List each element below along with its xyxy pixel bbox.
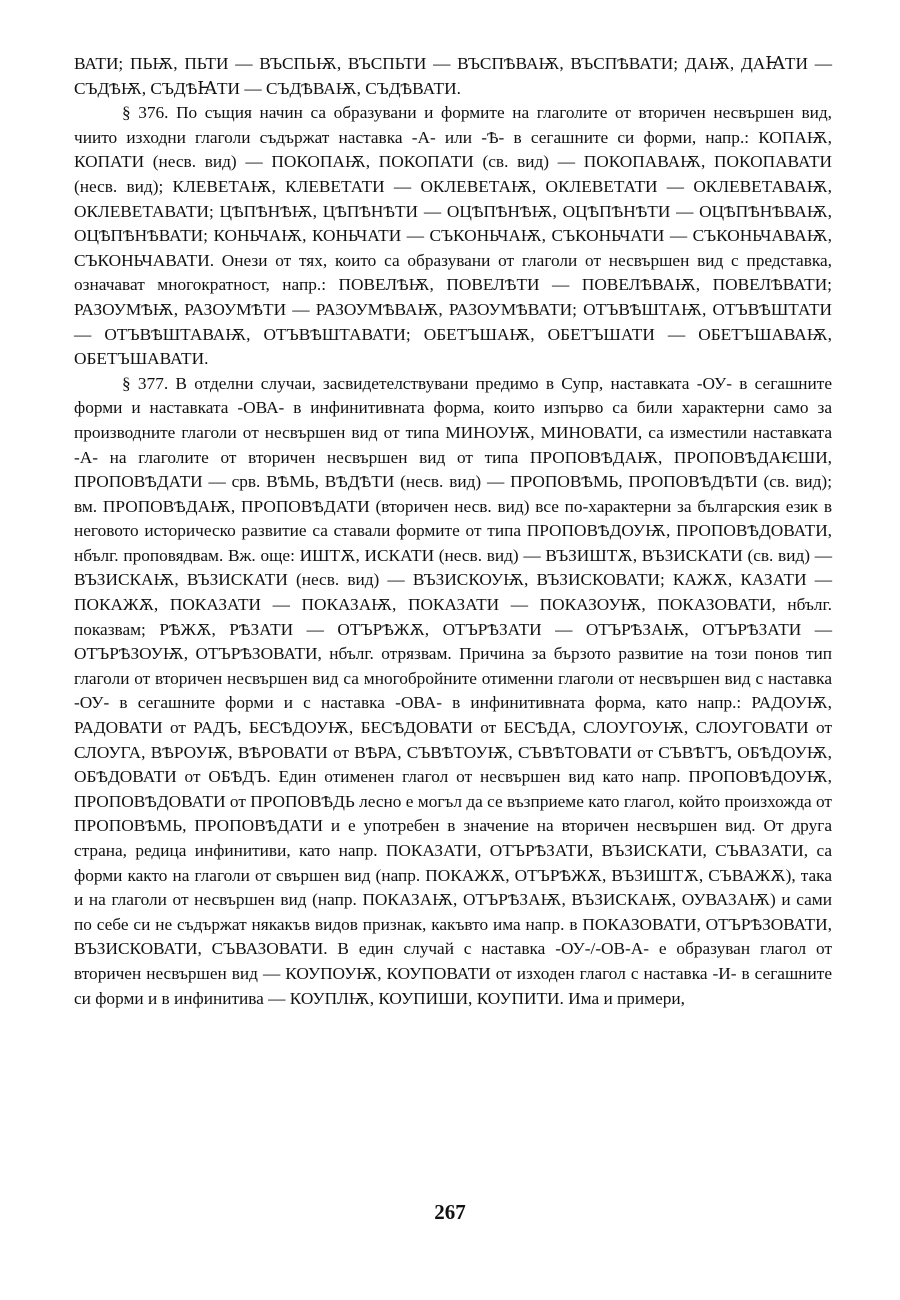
paragraph-section-376: § 376. По същия начин са образувани и формите на глаголите от вторичен несвършен вид, чиито изходни глаголи съдържат наставка -А- или -Ѣ- в сегашните си форми, напр.: КОПАѬ, КОПАТИ (несв. вид) — ПОКОПАѬ, ПОКОПАТИ (св. вид) — ПОКОПАВАѬ, ПОКОПАВАТИ (несв. вид); КЛЕВЕТАѬ, КЛЕВЕТАТИ — ОКЛЕВЕТАѬ, ОКЛЕВЕТАТИ — ОКЛЕВЕТАВАѬ, ОКЛЕВЕТАВАТИ; ЦѢПѢНѢѬ, ЦѢПѢНѢТИ — ОЦѢПѢНѢѬ, ОЦѢПѢНѢТИ — ОЦѢПѢНѢВАѬ, ОЦѢПѢНѢВАТИ; КОНЬЧАѬ, КОНЬЧАТИ — СЪКОНЬЧАѬ, СЪКОНЬЧАТИ — СЪКОНЬЧАВАѬ, СЪКОНЬЧАВАТИ. Онези от тях, които са образувани от глаголи от несвършен вид с представка, означават многократност, напр.: ПОВЕЛѢѬ, ПОВЕЛѢТИ — ПОВЕЛѢВАѬ, ПОВЕЛѢВАТИ; РАЗОУМѢѬ, РАЗОУМѢТИ — РАЗОУМѢВАѬ, РАЗОУМѢВАТИ; ОТЪВѢШТАѬ, ОТЪВѢШТАТИ — ОТЪВѢШТАВАѬ, ОТЪВѢШТАВАТИ; ОБЕТЪШАѬ, ОБЕТЪШАТИ — ОБЕТЪШАВАѬ, ОБЕТЪШАВАТИ. (74, 103, 832, 369)
page-number: 267 (434, 1200, 466, 1224)
page-body (74, 52, 832, 1011)
paragraph-continuation: ВАТИ; ПЬѬ, ПЬТИ — ВЪСПЬѬ, ВЪСПЬТИ — ВЪСПѢВАѬ, ВЪСПѢВАТИ; ДАѬ, ДАꙖТИ — СЪДѢѬ, СЪДѢꙖТИ — СЪДѢВАѬ, СЪДѢВАТИ. (74, 54, 832, 98)
paragraph-section-377: § 377. В отделни случаи, засвидетелствувани предимо в Супр, наставката -ОУ- в сегашните форми и наставката -ОВА- в инфинитивната форма, които изпърво са били характерни само за производните глаголи от несвършен вид от типа МИНОУѬ, МИНОВАТИ, са изместили наставката -А- на глаголите от вторичен несвършен вид от типа ПРОПОВѢДАѬ, ПРОПОВѢДАѤШИ, ПРОПОВѢДАТИ — срв. ВѢМЬ, ВѢДѢТИ (несв. вид) — ПРОПОВѢМЬ, ПРОПОВѢДѢТИ (св. вид); вм. ПРОПОВѢДАѬ, ПРОПОВѢДАТИ (вторичен несв. вид) все по-характерни за българския език в неговото историческо развитие са ставали формите от типа ПРОПОВѢДОУѬ, ПРОПОВѢДОВАТИ, нбълг. проповядвам. Вж. още: ИШТѪ, ИСКАТИ (несв. вид) — ВЪЗИШТѪ, ВЪЗИСКАТИ (св. вид) — ВЪЗИСКАѬ, ВЪЗИСКАТИ (несв. вид) — ВЪЗИСКОУѬ, ВЪЗИСКОВАТИ; КАЖѪ, КАЗАТИ — ПОКАЖѪ, ПОКАЗАТИ — ПОКАЗАѬ, ПОКАЗАТИ — ПОКАЗОУѬ, ПОКАЗОВАТИ, нбълг. показвам; РѢЖѪ, РѢЗАТИ — ОТЪРѢЖѪ, ОТЪРѢЗАТИ — ОТЪРѢЗАѬ, ОТЪРѢЗАТИ — ОТЪРѢЗОУѬ, ОТЪРѢЗОВАТИ, нбълг. отрязвам. Причина за бързото развитие на този понов тип глаголи от вторичен несвършен вид са многобройните отименни глаголи от несвършен вид с наставка -ОУ- в сегашните форми и с наставка -ОВА- в инфинитивната форма, като напр.: РАДОУѬ, РАДОВАТИ от РАДЪ, БЕСѢДОУѬ, БЕСѢДОВАТИ от БЕСѢДА, СЛОУГОУѬ, СЛОУГОВАТИ от СЛОУГА, ВѢРОУѬ, ВѢРОВАТИ от ВѢРА, СЪВѢТОУѬ, СЪВѢТОВАТИ от СЪВѢТЪ, ОБѢДОУѬ, ОБѢДОВАТИ от ОБѢДЪ. Един отименен глагол от несвършен вид като напр. ПРОПОВѢДОУѬ, ПРОПОВѢДОВАТИ от ПРОПОВѢДЬ лесно е могъл да се възприеме като глагол, който произхожда от ПРОПОВѢМЬ, ПРОПОВѢДАТИ и е употребен в значение на вторичен несвършен вид. От друга страна, редица инфинитиви, като напр. ПОКАЗАТИ, ОТЪРѢЗАТИ, ВЪЗИСКАТИ, СЪВАЗАТИ, са форми както на глаголи от свършен вид (напр. ПОКАЖѪ, ОТЪРѢЖѪ, ВЪЗИШТѪ, СЪВАЖѪ), така и на глаголи от несвършен вид (напр. ПОКАЗАѬ, ОТЪРѢЗАѬ, ВЪЗИСКАѬ, ОУВАЗАѬ) и сами по себе си не съдържат някакъв видов признак, какъвто има напр. в ПОКАЗОВАТИ, ОТЪРѢЗОВАТИ, ВЪЗИСКОВАТИ, СЪВАЗОВАТИ. В един случай с наставка -ОУ-/-ОВ-А- е образуван глагол от вторичен несвършен вид — КОУПОУѬ, КОУПОВАТИ от изходен глагол с наставка -И- в сегашните си форми и в инфинитива — КОУПЛѬ, КОУПИШИ, КОУПИТИ. Има и примери, (74, 373, 832, 1008)
